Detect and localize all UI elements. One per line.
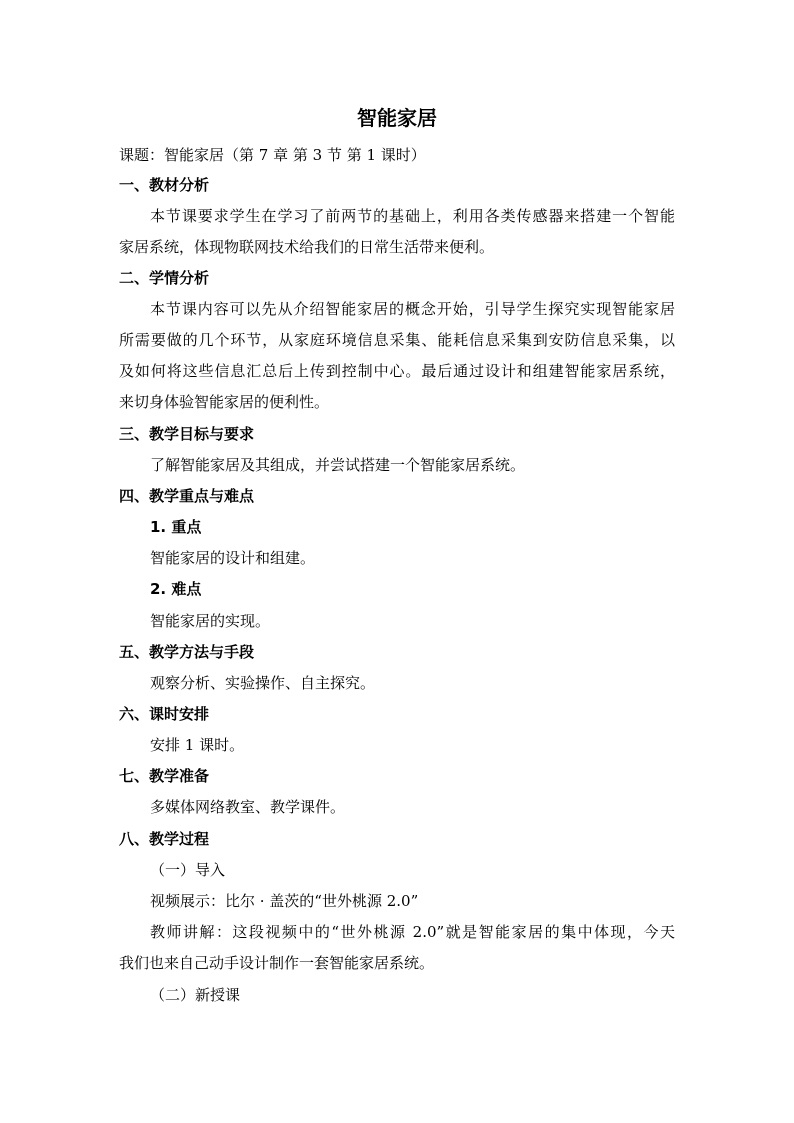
lesson-topic: 课题：智能家居（第 7 章 第 3 节 第 1 课时）: [119, 146, 426, 164]
paragraph-line: 智能家居的实现。: [150, 612, 271, 630]
section-heading-3: 三、教学目标与要求: [119, 425, 255, 443]
section-heading-7: 七、教学准备: [119, 767, 210, 785]
section-heading-5: 五、教学方法与手段: [119, 643, 255, 661]
paragraph-line: 我们也来自己动手设计制作一套智能家居系统。: [119, 954, 435, 972]
subsection-intro-label: （一）导入: [150, 861, 226, 879]
section-heading-2: 二、学情分析: [119, 269, 210, 287]
paragraph-line: 本节课内容可以先从介绍智能家居的概念开始，引导学生探究实现智能家居: [150, 300, 675, 318]
paragraph-line: 多媒体网络教室、教学课件。: [150, 798, 346, 816]
section-heading-1: 一、教材分析: [119, 176, 210, 194]
paragraph-line: 家居系统，体现物联网技术给我们的日常生活带来便利。: [119, 238, 495, 256]
subheading-difficulty: 2. 难点: [150, 580, 202, 598]
section-heading-8: 八、教学过程: [119, 830, 210, 848]
paragraph-line: 观察分析、实验操作、自主探究。: [150, 674, 376, 692]
paragraph-line: 本节课要求学生在学习了前两节的基础上，利用各类传感器来搭建一个智能: [150, 207, 675, 225]
paragraph-line: 智能家居的设计和组建。: [150, 549, 316, 567]
paragraph-line: 视频展示：比尔 · 盖茨的“世外桃源 2.0”: [150, 892, 419, 910]
paragraph-line: 安排 1 课时。: [150, 736, 245, 754]
paragraph-line: 了解智能家居及其组成，并尝试搭建一个智能家居系统。: [150, 456, 526, 474]
subheading-key-point: 1. 重点: [150, 518, 202, 536]
section-heading-6: 六、课时安排: [119, 705, 210, 723]
paragraph-line: 教师讲解：这段视频中的“世外桃源 2.0”就是智能家居的集中体现，今天: [150, 923, 675, 941]
paragraph-line: 来切身体验智能家居的便利性。: [119, 393, 330, 411]
subsection-new-lesson-label: （二）新授课: [150, 986, 241, 1004]
paragraph-line: 所需要做的几个环节，从家庭环境信息采集、能耗信息采集到安防信息采集，以: [119, 331, 675, 349]
section-heading-4: 四、教学重点与难点: [119, 487, 255, 505]
document-title: 智能家居: [357, 106, 437, 130]
paragraph-line: 及如何将这些信息汇总后上传到控制中心。最后通过设计和组建智能家居系统，: [119, 362, 675, 380]
